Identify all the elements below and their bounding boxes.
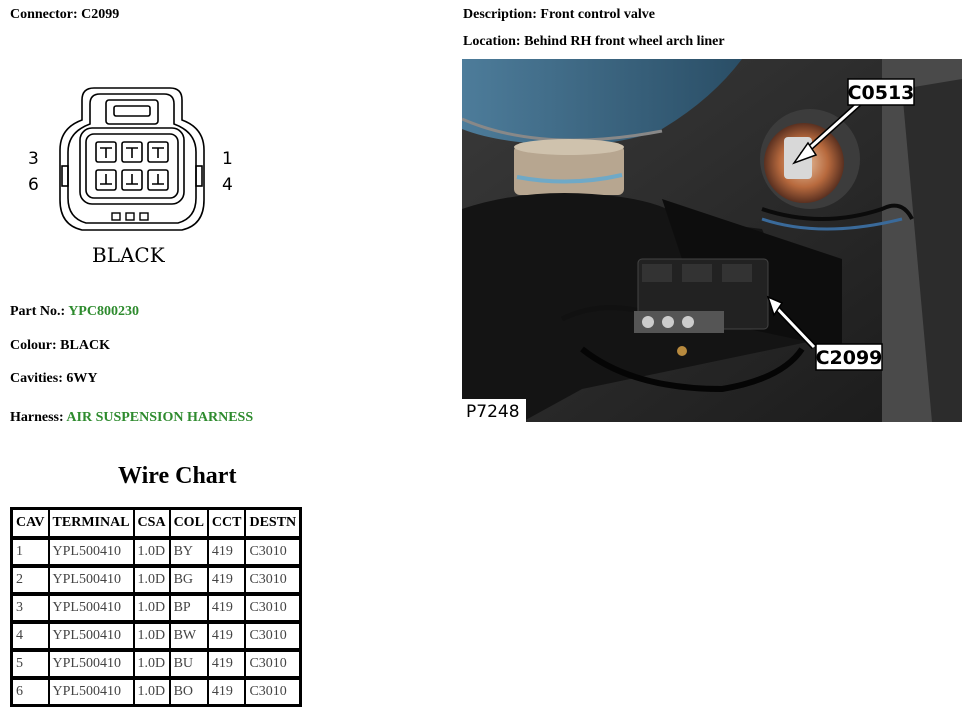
part-no-line: [10, 304, 139, 320]
table-cell: 5: [12, 649, 49, 677]
cavity-2: [122, 142, 142, 162]
location-line: [463, 34, 725, 50]
table-cell: 1.0D: [134, 621, 170, 649]
table-cell: 419: [208, 565, 246, 593]
table-row: [12, 593, 300, 621]
column-header: CAV: [12, 509, 49, 537]
table-cell: C3010: [245, 649, 300, 677]
table-cell: 419: [208, 649, 246, 677]
table-cell: C3010: [245, 621, 300, 649]
harness-label: Harness:: [10, 410, 64, 425]
cavities-label: Cavities:: [10, 371, 63, 386]
colour-label: Colour:: [10, 338, 57, 353]
location-photo: [462, 59, 962, 422]
table-cell: 419: [208, 593, 246, 621]
table-cell: YPL500410: [49, 621, 134, 649]
harness-link[interactable]: AIR SUSPENSION HARNESS: [66, 410, 254, 425]
colour-line: [10, 338, 110, 354]
pin-label-1: 1: [222, 149, 233, 169]
column-header: CCT: [208, 509, 246, 537]
left-key: [62, 166, 68, 186]
table-cell: 419: [208, 621, 246, 649]
table-cell: YPL500410: [49, 565, 134, 593]
table-cell: BP: [170, 593, 208, 621]
slot-3: [140, 213, 148, 220]
table-cell: 419: [208, 677, 246, 705]
part-no-label: Part No.:: [10, 304, 66, 319]
cavities-value: 6WY: [66, 371, 98, 386]
table-cell: 1.0D: [134, 537, 170, 565]
table-cell: C3010: [245, 593, 300, 621]
connector-line: [10, 7, 119, 23]
callout-c0513: C0513: [847, 82, 915, 104]
table-row: [12, 565, 300, 593]
table-row: [12, 649, 300, 677]
description-label: Description:: [463, 7, 537, 22]
table-cell: 4: [12, 621, 49, 649]
wire-chart-title: Wire Chart: [118, 463, 237, 489]
table-cell: YPL500410: [49, 537, 134, 565]
table-cell: YPL500410: [49, 649, 134, 677]
table-row: [12, 621, 300, 649]
column-header: TERMINAL: [49, 509, 134, 537]
table-row: [12, 537, 300, 565]
table-cell: BU: [170, 649, 208, 677]
cavities-line: [10, 371, 98, 387]
table-cell: 1.0D: [134, 677, 170, 705]
table-cell: YPL500410: [49, 593, 134, 621]
cavity-block-inner: [86, 134, 178, 198]
location-value: Behind RH front wheel arch liner: [524, 34, 725, 49]
column-header: CSA: [134, 509, 170, 537]
pin-label-4: 4: [222, 175, 233, 195]
figure-id: P7248: [466, 402, 520, 422]
table-cell: 1.0D: [134, 593, 170, 621]
table-row: [12, 677, 300, 705]
slot-1: [112, 213, 120, 220]
pin-label-3: 3: [28, 149, 39, 169]
table-cell: YPL500410: [49, 677, 134, 705]
table-cell: BW: [170, 621, 208, 649]
cavity-4: [148, 170, 168, 190]
part-no-link[interactable]: YPC800230: [68, 304, 139, 319]
table-cell: 419: [208, 537, 246, 565]
table-cell: 1.0D: [134, 649, 170, 677]
latch-tab: [114, 106, 150, 116]
description-line: [463, 7, 655, 23]
connector-label: Connector:: [10, 7, 78, 22]
cavity-3: [96, 142, 116, 162]
table-cell: 3: [12, 593, 49, 621]
location-label: Location:: [463, 34, 521, 49]
table-cell: C3010: [245, 565, 300, 593]
table-cell: 1.0D: [134, 565, 170, 593]
callout-c2099: C2099: [815, 347, 883, 369]
table-cell: 2: [12, 565, 49, 593]
table-cell: BY: [170, 537, 208, 565]
table-cell: BG: [170, 565, 208, 593]
table-cell: 6: [12, 677, 49, 705]
cavity-5: [122, 170, 142, 190]
table-cell: C3010: [245, 537, 300, 565]
diagram-colour-label: BLACK: [92, 243, 165, 267]
pin-label-6: 6: [28, 175, 39, 195]
housing-outline: [60, 88, 204, 230]
cavity-block: [80, 128, 184, 204]
harness-line: [10, 410, 253, 426]
wire-chart-header-row: [12, 509, 300, 537]
description-value: Front control valve: [540, 7, 655, 22]
column-header: COL: [170, 509, 208, 537]
table-cell: 1: [12, 537, 49, 565]
connector-value: C2099: [81, 7, 120, 22]
connector-face-diagram: [22, 80, 242, 270]
wire-chart-table: [10, 507, 302, 707]
slot-2: [126, 213, 134, 220]
table-cell: BO: [170, 677, 208, 705]
right-key: [196, 166, 202, 186]
cavity-1: [148, 142, 168, 162]
cavity-6: [96, 170, 116, 190]
column-header: DESTN: [245, 509, 300, 537]
colour-value: BLACK: [60, 338, 110, 353]
table-cell: C3010: [245, 677, 300, 705]
